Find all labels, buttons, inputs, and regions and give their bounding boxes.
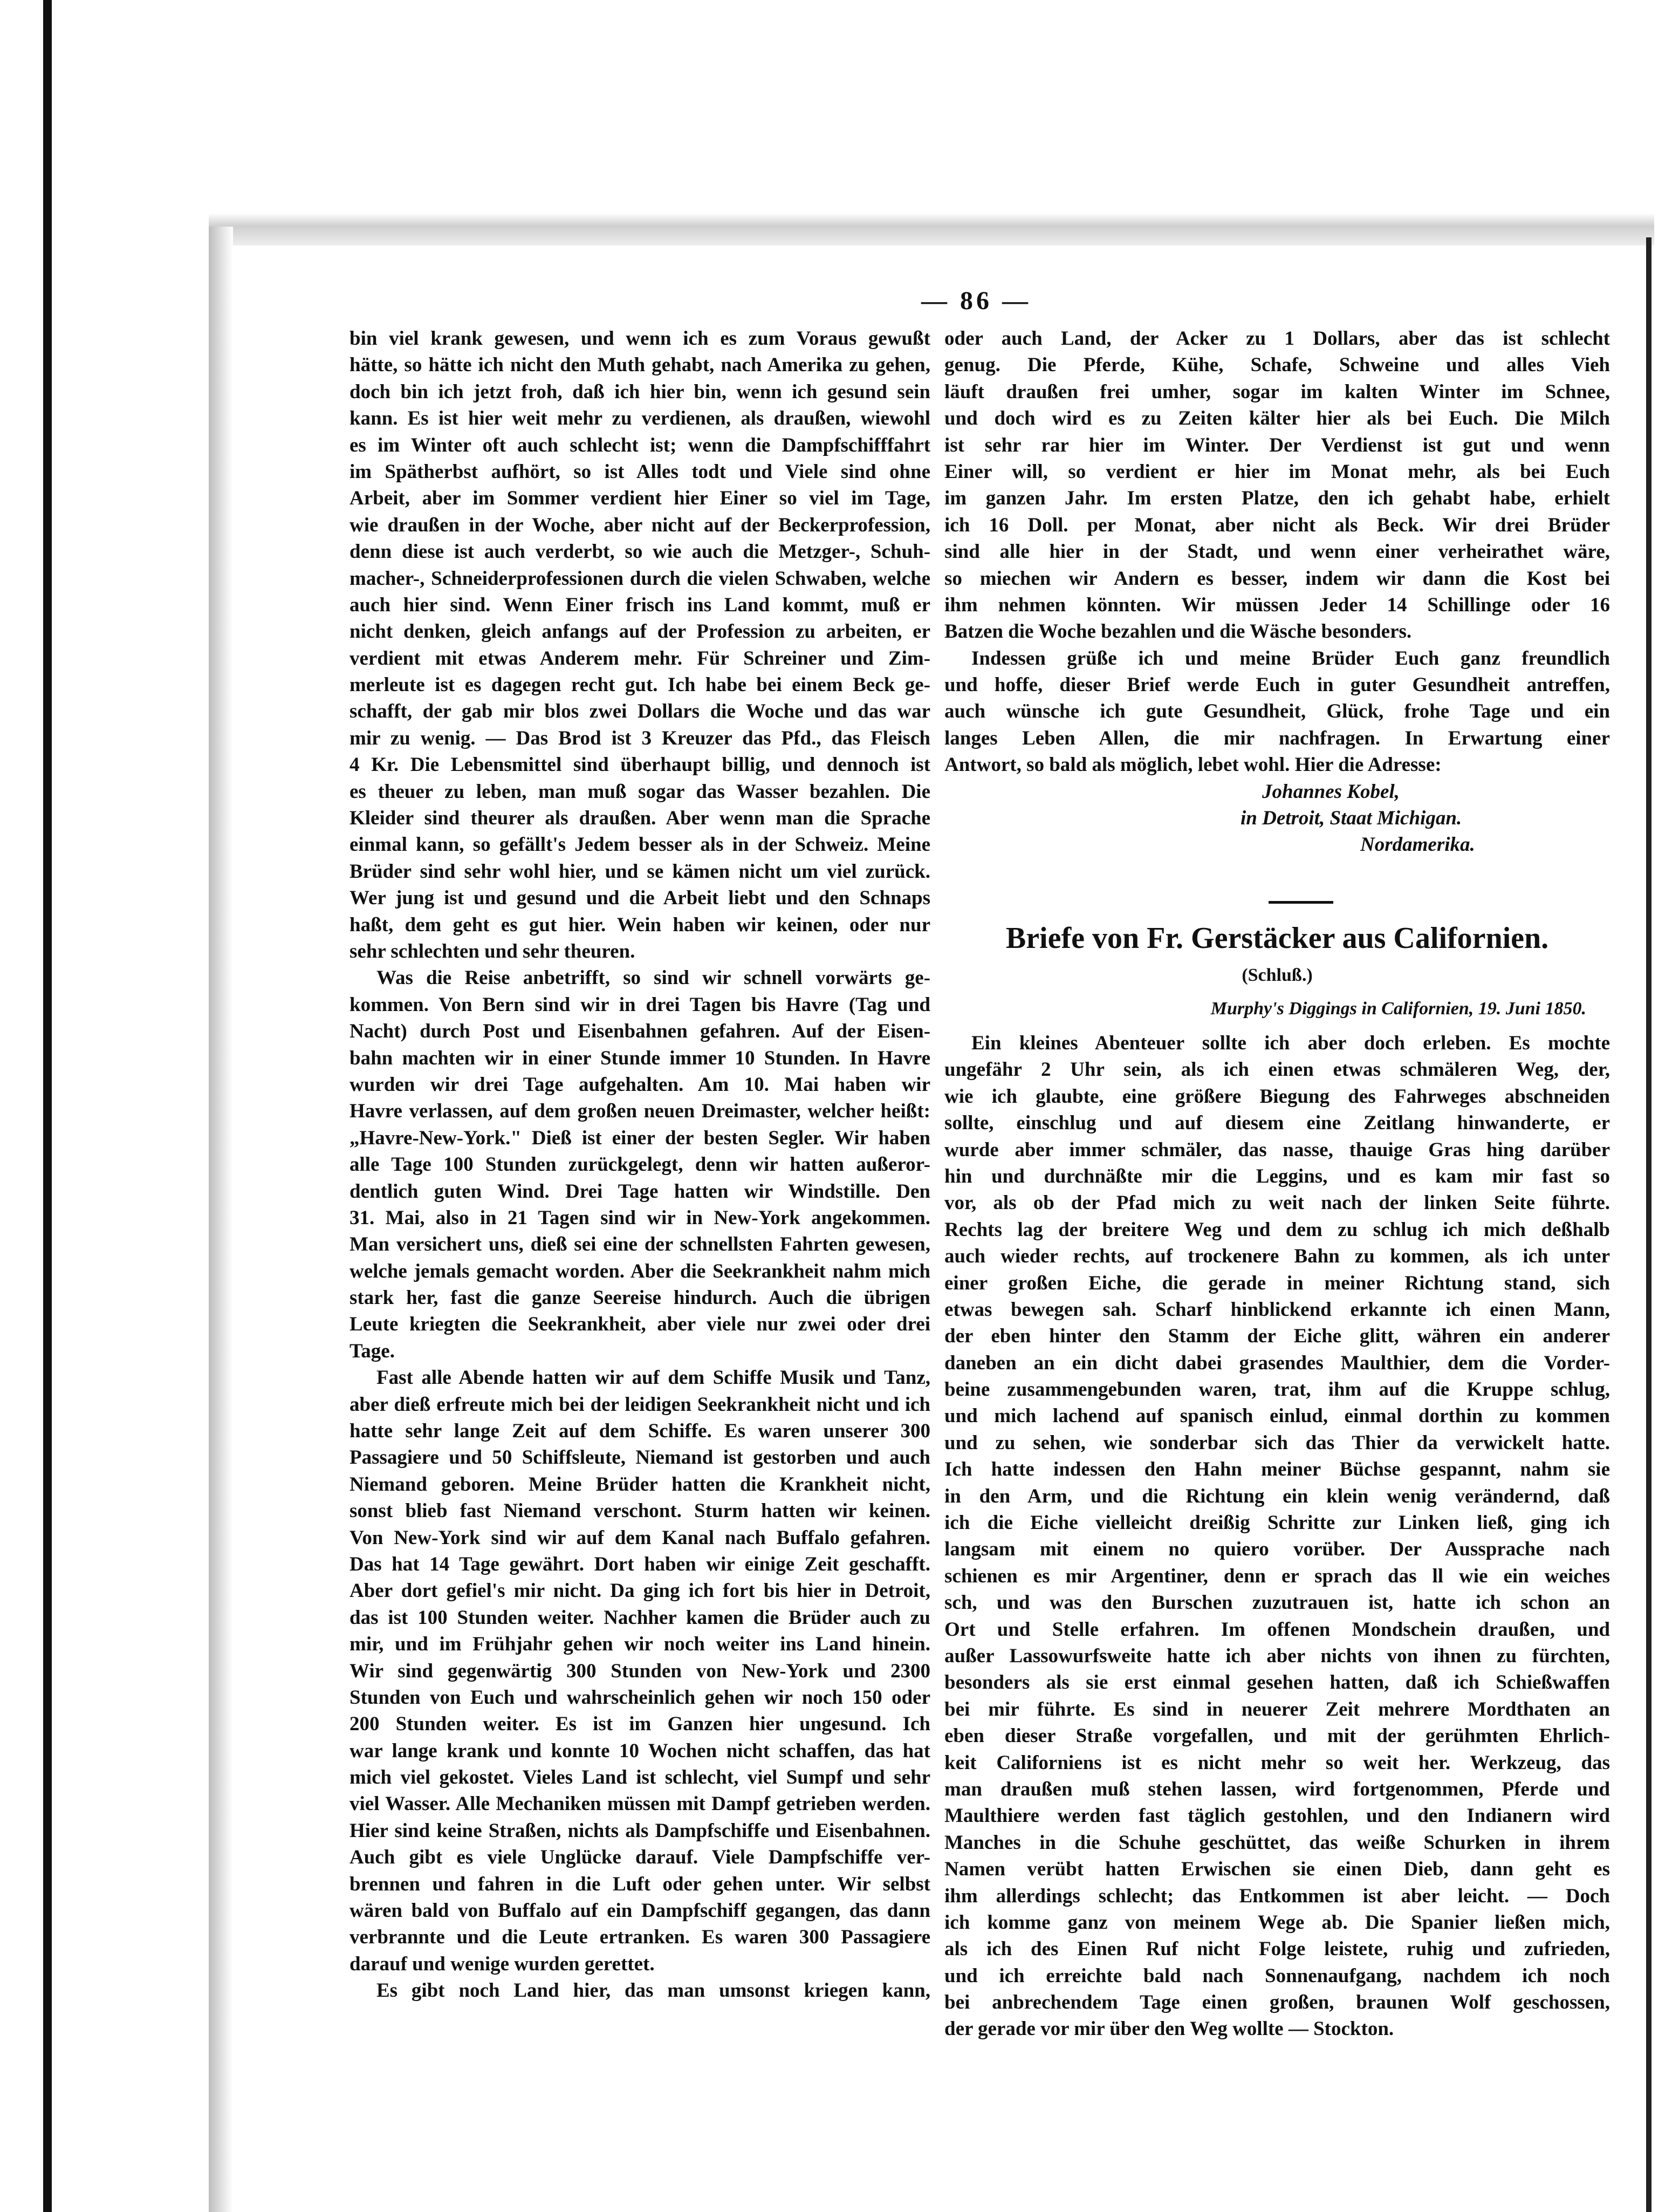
text-line: alle Tage 100 Stunden zurückgelegt, denn wir hatten außeror-: [350, 1153, 930, 1176]
text-line: Brüder sind sehr wohl hier, und se kämen nicht um viel zurück.: [350, 860, 930, 883]
text-line: wurden wir drei Tage aufgehalten. Am 10. Mai haben wir: [350, 1073, 930, 1096]
text-line: ungefähr 2 Uhr sein, als ich einen etwas schmäleren Weg, der,: [944, 1059, 1610, 1081]
text-line: ihm nehmen könnten. Wir müssen Jeder 14 Schillinge oder 16: [944, 593, 1610, 616]
text-line: nicht denken, gleich anfangs auf der Profession zu arbeiten, er: [350, 620, 930, 643]
text-line: sollte, einschlug und auf diesem eine Zeitlang hinwanderte, er: [944, 1112, 1610, 1135]
text-line: Wer jung ist und gesund und die Arbeit liebt und den Schnaps: [350, 887, 930, 910]
text-line: etwas bewegen sah. Scharf hinblickend erkannte ich einen Mann,: [944, 1298, 1610, 1321]
text-line: 200 Stunden weiter. Es ist im Ganzen hier ungesund. Ich: [350, 1713, 930, 1736]
paragraph: [350, 965, 930, 1364]
text-line: hin und durchnäßte mir die Leggins, und es kam mir fast so: [944, 1165, 1610, 1187]
text-line: auch wünsche ich gute Gesundheit, Glück, frohe Tage und ein: [944, 700, 1610, 723]
text-line: sch, und was den Burschen zuzutrauen ist, hatte ich schon an: [944, 1592, 1610, 1614]
text-line: der gerade vor mir über den Weg wollte — Stockton.: [944, 2018, 1394, 2040]
text-line: und hoffe, dieser Brief werde Euch in guter Gesundheit antreffen,: [944, 674, 1610, 697]
text-line: welche jemals gemacht worden. Aber die Seekrankheit nahm mich: [350, 1260, 930, 1282]
text-line: ich die Eiche vielleicht dreißig Schritte zur Linken ließ, ging ich: [944, 1512, 1610, 1534]
text-line: wären bald von Buffalo auf ein Dampfschiff gegangen, das dann: [350, 1900, 930, 1922]
text-line: und ich erreichte bald nach Sonnenaufgang, nachdem ich noch: [944, 1964, 1610, 1987]
page-number: — 86 —: [921, 286, 1031, 315]
text-line: Aber dort gefiel's mir nicht. Da ging ich fort bis hier in Detroit,: [350, 1580, 930, 1602]
text-line: bei mir führte. Es sind in neuerer Zeit mehrere Mordthaten an: [944, 1698, 1610, 1721]
text-line: hatte sehr lange Zeit auf dem Schiffe. Es waren unserer 300: [350, 1420, 930, 1443]
text-line: hätte, so hätte ich nicht den Muth gehabt, nach Amerika zu gehen,: [350, 354, 930, 377]
text-line: Auch gibt es viele Unglücke darauf. Viele Dampfschiffe ver-: [350, 1846, 930, 1869]
text-line: als ich des Einen Ruf nicht Folge leistete, ruhig und zufrieden,: [944, 1938, 1610, 1961]
text-line: es im Winter oft auch schlecht ist; wenn die Dampfschifffahrt: [350, 434, 930, 456]
text-line: Passagiere und 50 Schiffsleute, Niemand ist gestorben und auch: [350, 1446, 930, 1469]
text-line: war lange krank und konnte 10 Wochen nicht schaffen, das hat: [350, 1739, 930, 1762]
article-dateline: Murphy's Diggings in Californien, 19. Juni 1850.: [1210, 999, 1586, 1019]
text-line: langsam mit einem no quiero vorüber. Der Aussprache nach: [944, 1538, 1610, 1561]
text-line: Ein kleines Abenteuer sollte ich aber doch erleben. Es mochte: [971, 1032, 1610, 1054]
text-line: besonders als sie erst einmal gesehen hatten, daß ich Schießwaffen: [944, 1671, 1610, 1694]
article-subtitle: (Schluß.): [1242, 965, 1313, 985]
paragraph: [350, 1364, 930, 1977]
text-line: brennen und fahren in die Luft oder gehen unter. Wir selbst: [350, 1873, 930, 1895]
scan-border: [43, 0, 52, 2212]
text-line: Nacht) durch Post und Eisenbahnen gefahren. Auf der Eisen-: [350, 1020, 930, 1043]
text-line: und zu sehen, wie sonderbar sich das Thier da verwickelt hatte.: [944, 1431, 1610, 1454]
text-line: bin viel krank gewesen, und wenn ich es zum Voraus gewußt: [350, 327, 930, 350]
text-line: bahn machten wir in einer Stunde immer 10 Stunden. In Havre: [350, 1047, 930, 1069]
text-line: sehr schlechten und sehr theuren.: [350, 940, 635, 962]
text-line: außer Lassowurfsweite hatte ich aber nichts von ihnen zu fürchten,: [944, 1644, 1610, 1667]
text-line: auch hier sind. Wenn Einer frisch ins Land kommt, muß er: [350, 593, 930, 616]
text-line: wie draußen in der Woche, aber nicht auf der Beckerprofession,: [350, 514, 930, 536]
text-line: Antwort, so bald als möglich, lebet wohl. Hier die Adresse:: [944, 754, 1442, 776]
text-line: macher-, Schneiderprofessionen durch die vielen Schwaben, welche: [350, 567, 930, 590]
text-line: Von New-York sind wir auf dem Kanal nach Buffalo gefahren.: [350, 1526, 930, 1549]
text-line: kommen. Von Bern sind wir in drei Tagen bis Havre (Tag und: [350, 993, 930, 1016]
text-line: stark her, fast die ganze Seereise hindurch. Auch die übrigen: [350, 1287, 930, 1309]
text-line: „Havre-New-York." Dieß ist einer der besten Segler. Wir haben: [350, 1127, 930, 1149]
text-line: Namen verübt hatten Erwischen sie einen Dieb, dann geht es: [944, 1858, 1610, 1881]
text-line: viel Wasser. Alle Mechaniken müssen mit Dampf getrieben werden.: [350, 1793, 930, 1815]
text-line: merleute ist es dagegen recht gut. Ich habe bei einem Beck ge-: [350, 674, 930, 697]
paragraph: [350, 325, 930, 965]
text-line: und mich lachend auf spanisch einlud, einmal dorthin zu kommen: [944, 1405, 1610, 1428]
text-line: Man versichert uns, dieß sei eine der schnellsten Fahrten gewesen,: [350, 1233, 930, 1256]
page-top-edge: [209, 213, 1654, 245]
text-line: Leute kriegten die Seekrankheit, aber viele nur zwei oder drei: [350, 1313, 930, 1336]
text-line: darauf und wenige wurden gerettet.: [350, 1952, 655, 1975]
page-binding-shadow: [209, 227, 233, 2212]
text-line: Niemand geboren. Meine Brüder hatten die Krankheit nicht,: [350, 1473, 930, 1496]
text-line: haßt, dem geht es gut hier. Wein haben wir keinen, oder nur: [350, 913, 930, 936]
text-line: oder auch Land, der Acker zu 1 Dollars, aber das ist schlecht: [944, 327, 1610, 350]
text-line: das ist 100 Stunden weiter. Nachher kamen die Brüder auch zu: [350, 1606, 930, 1629]
text-line: eben dieser Straße vorgefallen, und mit der gerühmten Ehrlich-: [944, 1725, 1610, 1747]
text-line: Maulthiere werden fast täglich gestohlen, und den Indianern wird: [944, 1805, 1610, 1827]
text-line: beine zusammengebunden waren, trat, ihm auf die Kruppe schlug,: [944, 1378, 1610, 1401]
text-line: ihm allerdings schlecht; das Entkommen ist aber leicht. — Doch: [944, 1885, 1610, 1907]
text-line: es theuer zu leben, man muß sogar das Wasser bezahlen. Die: [350, 780, 930, 803]
text-line: der eben hinter den Stamm der Eiche glitt, währen ein anderer: [944, 1325, 1610, 1348]
page-right-edge: [1646, 237, 1652, 2212]
text-line: langes Leben Allen, die mir nachfragen. In Erwartung einer: [944, 727, 1610, 749]
paragraph: [944, 1030, 1610, 2043]
text-line: mir zu wenig. — Das Brod ist 3 Kreuzer das Pfd., das Fleisch: [350, 727, 930, 749]
article-title: Briefe von Fr. Gerstäcker aus Californien.: [1005, 921, 1549, 955]
text-line: in den Arm, und die Richtung ein klein wenig verändernd, daß: [944, 1485, 1610, 1507]
text-line: daneben an ein dicht dabei grasendes Maulthier, dem die Vorder-: [944, 1351, 1610, 1374]
text-line: Wir sind gegenwärtig 300 Stunden von New-York und 2300: [350, 1660, 930, 1682]
text-line: kann. Es ist hier weit mehr zu verdienen, als draußen, wiewohl: [350, 407, 930, 430]
text-line: 4 Kr. Die Lebensmittel sind überhaupt billig, und dennoch ist: [350, 754, 930, 776]
text-line: Indessen grüße ich und meine Brüder Euch ganz freundlich: [971, 647, 1610, 670]
text-line: einer großen Eiche, die gerade in meiner Richtung stand, sich: [944, 1272, 1610, 1294]
text-line: ist sehr rar hier im Winter. Der Verdienst ist gut und wenn: [944, 434, 1610, 456]
text-line: verbrannte und die Leute ertranken. Es waren 300 Passagiere: [350, 1926, 930, 1949]
text-line: denn diese ist auch verderbt, so wie auch die Metzger-, Schuh-: [350, 541, 930, 563]
text-line: keit Californiens ist es nicht mehr so weit her. Werkzeug, das: [944, 1751, 1610, 1774]
text-line: bei anbrechendem Tage einen großen, braunen Wolf geschossen,: [944, 1991, 1610, 2014]
text-line: Es gibt noch Land hier, das man umsonst kriegen kann,: [376, 1979, 930, 2002]
text-line: schafft, der gab mir blos zwei Dollars die Woche und das war: [350, 700, 930, 723]
paragraph: [350, 1977, 930, 2004]
text-line: sonst blieb fast Niemand verschont. Sturm hatten wir keinen.: [350, 1500, 930, 1523]
text-line: mich viel gekostet. Vieles Land ist schlecht, viel Sumpf und sehr: [350, 1766, 930, 1789]
article-body: [944, 1030, 1610, 2043]
text-line: auch wieder rechts, auf trockenere Bahn zu kommen, als ich unter: [944, 1245, 1610, 1268]
signature-country: Nordamerika.: [1360, 834, 1475, 856]
text-line: Havre verlassen, auf dem großen neuen Dreimaster, welcher heißt:: [350, 1100, 930, 1123]
text-line: Ich hatte indessen den Hahn meiner Büchse gespannt, nahm sie: [944, 1458, 1610, 1481]
text-line: ich 16 Doll. per Monat, aber nicht als Beck. Wir drei Brüder: [944, 514, 1610, 536]
text-line: Ort und Stelle erfahren. Im offenen Mondschein draußen, und: [944, 1618, 1610, 1641]
text-line: dentlich guten Wind. Drei Tage hatten wir Windstille. Den: [350, 1180, 930, 1203]
text-line: doch bin ich jetzt froh, daß ich hier bin, wenn ich gesund sein: [350, 380, 930, 403]
text-line: Einer will, so verdient er hier im Monat mehr, als bei Euch: [944, 460, 1610, 483]
text-line: im ganzen Jahr. Im ersten Platze, den ich gehabt habe, erhielt: [944, 487, 1610, 510]
text-line: Batzen die Woche bezahlen und die Wäsche besonders.: [944, 620, 1412, 643]
text-line: man draußen muß stehen lassen, wird fortgenommen, Pferde und: [944, 1778, 1610, 1800]
signature-name: Johannes Kobel,: [1262, 780, 1400, 803]
text-line: schienen es mir Argentiner, denn er sprach das ll wie ein weiches: [944, 1565, 1610, 1587]
text-line: wie ich glaubte, eine größere Biegung des Fahrweges abschneiden: [944, 1085, 1610, 1108]
text-line: einmal kann, so gefällt's Jedem besser als in der Schweiz. Meine: [350, 834, 930, 856]
right-column: [944, 325, 1610, 858]
signature-city: in Detroit, Staat Michigan.: [1241, 807, 1462, 830]
text-line: Fast alle Abende hatten wir auf dem Schiffe Musik und Tanz,: [376, 1367, 930, 1389]
text-line: Arbeit, aber im Sommer verdient hier Einer so viel im Tage,: [350, 487, 930, 510]
text-line: mir, und im Frühjahr gehen wir noch weiter ins Land hinein.: [350, 1633, 930, 1656]
text-line: sind alle hier in der Stadt, und wenn einer verheirathet wäre,: [944, 541, 1610, 563]
text-line: Stunden von Euch und wahrscheinlich gehen wir noch 150 oder: [350, 1686, 930, 1709]
text-line: Hier sind keine Straßen, nichts als Dampfschiffe und Eisenbahnen.: [350, 1819, 930, 1842]
text-line: 31. Mai, also in 21 Tagen sind wir in New-York angekommen.: [350, 1206, 930, 1229]
text-line: Tage.: [350, 1340, 395, 1362]
text-line: genug. Die Pferde, Kühe, Schafe, Schweine und alles Vieh: [944, 354, 1610, 377]
paragraph: [944, 325, 1610, 645]
text-line: so miechen wir Andern es besser, indem wir dann die Kost bei: [944, 567, 1610, 590]
text-line: aber dieß erfreute mich bei der leidigen Seekrankheit nicht und ich: [350, 1393, 930, 1416]
text-line: ich komme ganz von meinem Wege ab. Die Spanier ließen mich,: [944, 1911, 1610, 1934]
text-line: läuft draußen frei umher, sogar im kalten Winter im Schnee,: [944, 380, 1610, 403]
paragraph: [944, 645, 1610, 779]
text-line: Rechts lag der breitere Weg und dem zu schlug ich mich deßhalb: [944, 1218, 1610, 1241]
text-line: verdient mit etwas Anderem mehr. Für Schreiner und Zim-: [350, 647, 930, 670]
left-column: [350, 325, 930, 2004]
text-line: wurde aber immer schmäler, das nasse, thauige Gras hing darüber: [944, 1138, 1610, 1161]
section-divider: [1269, 901, 1333, 904]
text-line: im Spätherbst aufhört, so ist Alles todt und Viele sind ohne: [350, 460, 930, 483]
text-line: Kleider sind theurer als draußen. Aber wenn man die Sprache: [350, 807, 930, 830]
text-line: Manches in die Schuhe geschüttet, das weiße Schurken in ihrem: [944, 1831, 1610, 1854]
text-line: Was die Reise anbetrifft, so sind wir schnell vorwärts ge-: [376, 967, 930, 989]
text-line: vor, als ob der Pfad mich zu weit nach der linken Seite führte.: [944, 1192, 1610, 1214]
text-line: Das hat 14 Tage gewährt. Dort haben wir einige Zeit geschafft.: [350, 1553, 930, 1575]
text-line: und doch wird es zu Zeiten kälter hier als bei Euch. Die Milch: [944, 407, 1610, 430]
